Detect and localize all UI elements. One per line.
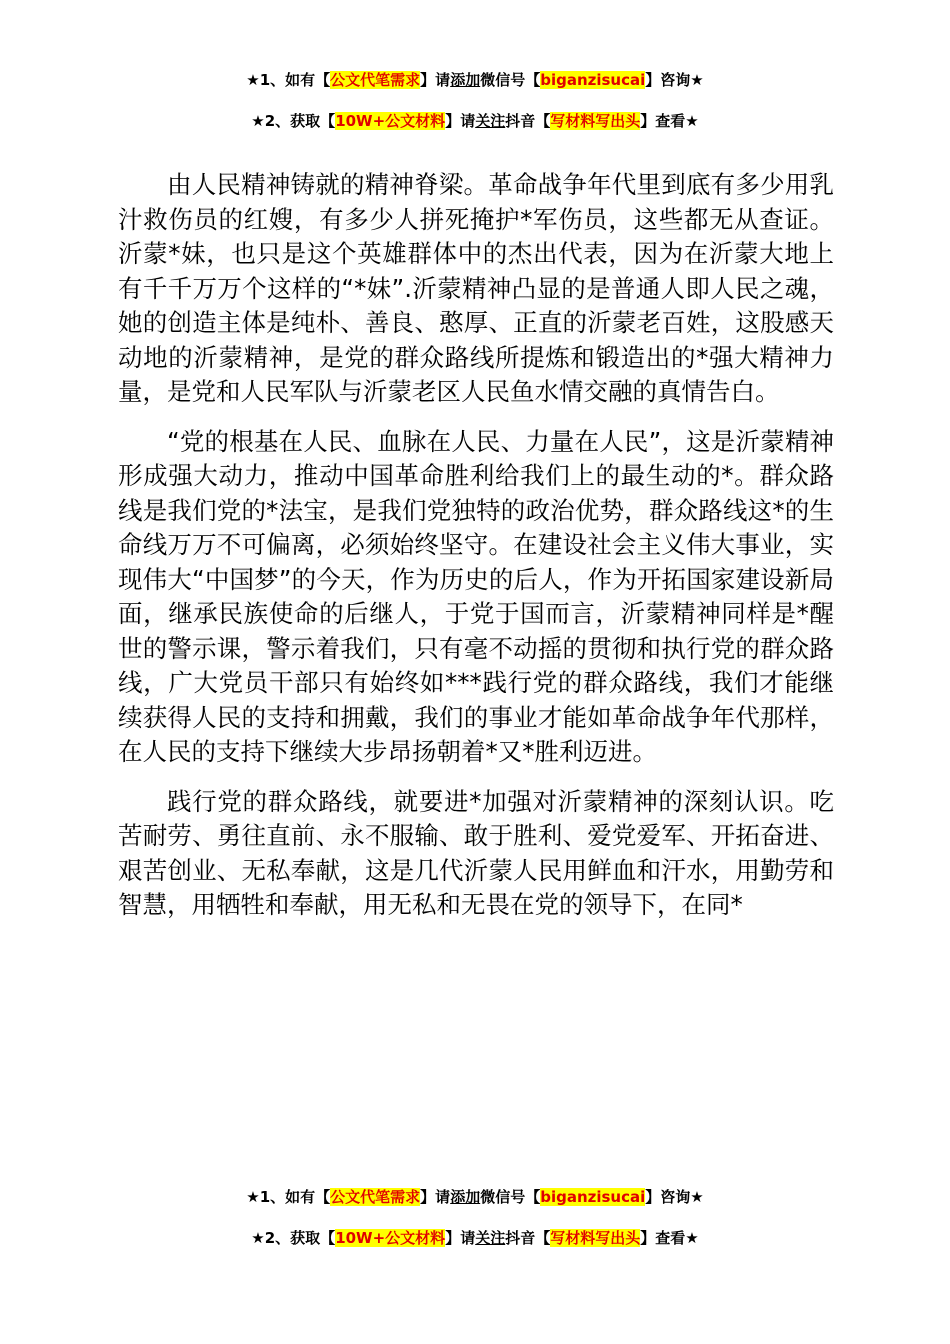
notice-text: 抖音【 <box>505 1229 551 1247</box>
body-paragraph: “党的根基在人民、血脉在人民、力量在人民”，这是沂蒙精神形成强大动力，推动中国革命胜利给我们上的最生动的*。群众路线是我们党的*法宝，是我们党独特的政治优势，群众路线这*的生命线万万不可偏离，必须始终坚守。在建设社会主义伟大事业，实现伟大“中国梦”的今天，作为历史的后人，作为开拓国家建设新局面，继承民族使命的后继人，于党于国而言，沂蒙精神同样是*醒世的警示课，警示着我们，只有毫不动摇的贯彻和执行党的群众路线，广大党员干部只有始终如***践行党的群众路线，我们才能继续获得人民的支持和拥戴，我们的事业才能如革命战争年代那样，在人民的支持下继续大步昂扬朝着*又*胜利迈进。 <box>118 426 834 766</box>
highlight-text: 10W+公文材料 <box>335 112 446 130</box>
notice-text: 】咨询★ <box>645 1188 704 1206</box>
highlight-text: 10W+公文材料 <box>335 1229 446 1247</box>
highlight-text: 公文代笔需求 <box>330 1188 421 1206</box>
notice-text: 】请 <box>420 71 451 89</box>
footer-notice-line-2 <box>0 1227 950 1249</box>
document-body <box>118 168 834 938</box>
notice-text: 】请 <box>420 1188 451 1206</box>
notice-text: ★2、获取【 <box>251 1229 336 1247</box>
underlined-text: 添加 <box>450 1188 481 1206</box>
notice-text: 抖音【 <box>505 112 551 130</box>
header-notice-line-1 <box>0 69 950 91</box>
body-paragraph: 践行党的群众路线，就要进*加强对沂蒙精神的深刻认识。吃苦耐劳、勇往直前、永不服输、敢于胜利、爱党爱军、开拓奋进、艰苦创业、无私奉献，这是几代沂蒙人民用鲜血和汗水，用勤劳和智慧，用牺牲和奉献，用无私和无畏在党的领导下，在同* <box>118 786 834 919</box>
notice-text: 】咨询★ <box>645 71 704 89</box>
wechat-id: biganzisucai <box>540 71 646 89</box>
notice-text: ★1、如有【 <box>246 71 331 89</box>
notice-text: ★1、如有【 <box>246 1188 331 1206</box>
notice-text: 】请 <box>445 112 476 130</box>
notice-text: ★2、获取【 <box>251 112 336 130</box>
underlined-text: 添加 <box>450 71 481 89</box>
header-notice-line-2 <box>0 110 950 132</box>
notice-text: 微信号【 <box>480 1188 541 1206</box>
underlined-text: 关注 <box>475 112 506 130</box>
underlined-text: 关注 <box>475 1229 506 1247</box>
notice-text: 】查看★ <box>640 1229 699 1247</box>
wechat-id: biganzisucai <box>540 1188 646 1206</box>
douyin-account: 写材料写出头 <box>550 1229 641 1247</box>
douyin-account: 写材料写出头 <box>550 112 641 130</box>
body-paragraph: 由人民精神铸就的精神脊梁。革命战争年代里到底有多少用乳汁救伤员的红嫂，有多少人拼死掩护*军伤员，这些都无从查证。沂蒙*妹，也只是这个英雄群体中的杰出代表，因为在沂蒙大地上有千千万万个这样的“*妹”.沂蒙精神凸显的是普通人即人民之魂，她的创造主体是纯朴、善良、憨厚、正直的沂蒙老百姓，这股感天动地的沂蒙精神，是党的群众路线所提炼和锻造出的*强大精神力量，是党和人民军队与沂蒙老区人民鱼水情交融的真情告白。 <box>118 170 834 406</box>
notice-text: 】查看★ <box>640 112 699 130</box>
footer-notice-line-1 <box>0 1186 950 1208</box>
notice-text: 】请 <box>445 1229 476 1247</box>
highlight-text: 公文代笔需求 <box>330 71 421 89</box>
notice-text: 微信号【 <box>480 71 541 89</box>
